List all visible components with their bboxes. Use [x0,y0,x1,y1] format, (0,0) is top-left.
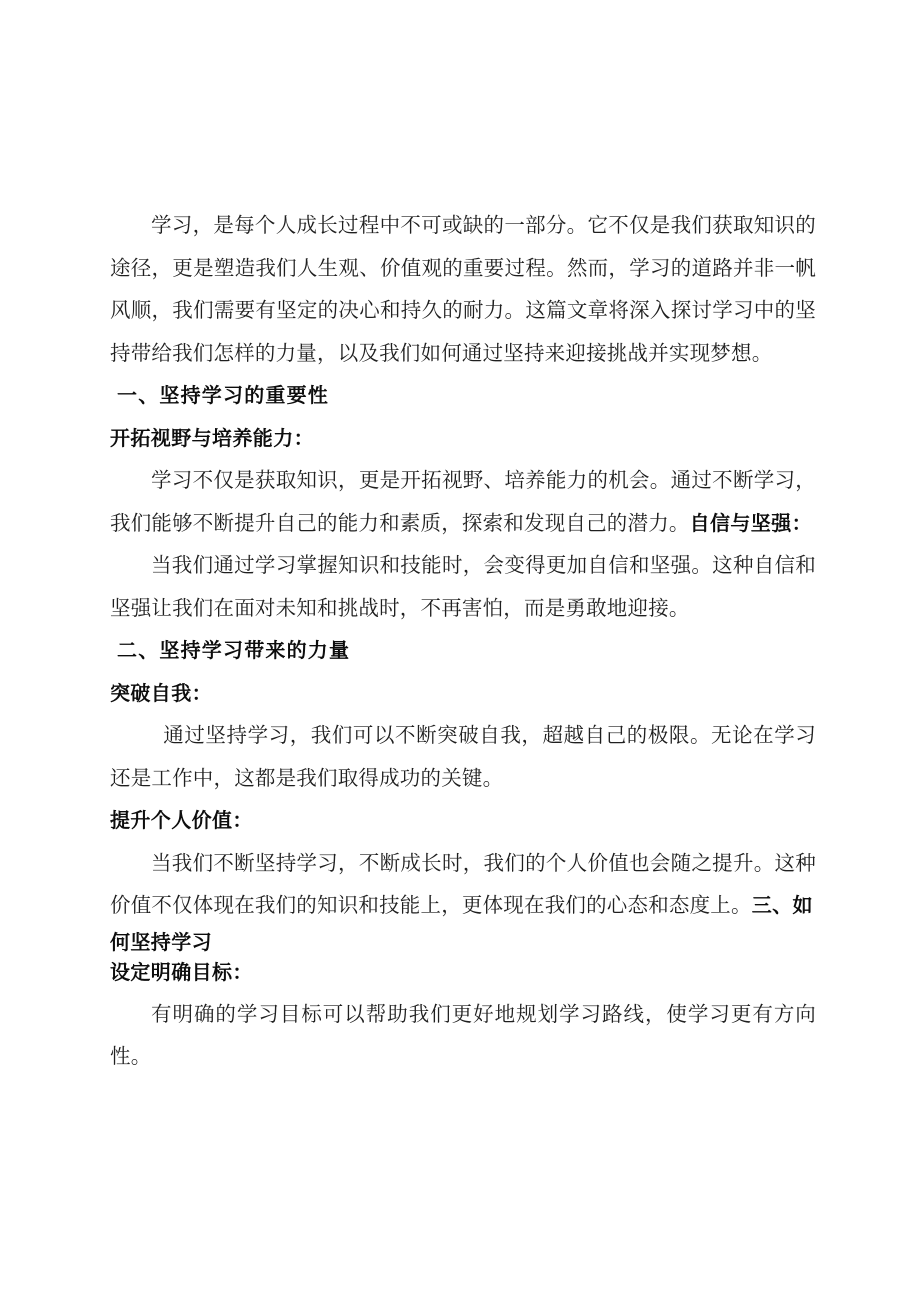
document-body [110,0,816,1078]
paragraph-one-b: 当我们通过学习掌握知识和技能时，会变得更加自信和坚强。这种自信和坚强让我们在面对未知和挑战时，不再害怕，而是勇敢地迎接。 [110,553,816,620]
heading-sub-one-a: 开拓视野与培养能力： [110,425,314,450]
paragraph-two-b-text: 当我们不断坚持学习，不断成长时，我们的个人价值也会随之提升。这种价值不仅体现在我们的知识和技能上，更体现在我们的心态和态度上。 [110,850,816,917]
paragraph-one-a-text: 学习不仅是获取知识，更是开拓视野、培养能力的机会。通过不断学习，我们能够不断提升自己的能力和素质，探索和发现自己的潜力。 [110,468,816,535]
paragraph-two-a: 通过坚持学习，我们可以不断突破自我，超越自己的极限。无论在学习还是工作中，这都是我们取得成功的关键。 [110,723,816,790]
heading-sub-three-a: 设定明确目标： [110,959,253,984]
heading-section-two: 二、坚持学习带来的力量 [117,638,351,662]
paragraph-intro: 学习，是每个人成长过程中不可或缺的一部分。它不仅是我们获取知识的途径，更是塑造我们人生观、价值观的重要过程。然而，学习的道路并非一帆风顺，我们需要有坚定的决心和持久的耐力。这篇文章将深入探讨学习中的坚持带给我们怎样的力量，以及我们如何通过坚持来迎接挑战并实现梦想。 [110,213,816,365]
heading-sub-two-a: 突破自我： [110,680,212,705]
inline-heading-confidence: 自信与坚强： [689,510,813,535]
paragraph-one-a [110,459,816,544]
heading-sub-two-b: 提升个人价值： [110,808,253,832]
heading-section-three-continued: 何坚持学习 [110,929,212,954]
page-title [110,0,816,163]
paragraph-two-b [110,842,816,927]
inline-heading-section-three: 三、如 [751,893,813,917]
heading-section-one: 一、坚持学习的重要性 [117,383,329,407]
paragraph-three-a: 有明确的学习目标可以帮助我们更好地规划学习路线，使学习更有方向性。 [110,1001,816,1068]
